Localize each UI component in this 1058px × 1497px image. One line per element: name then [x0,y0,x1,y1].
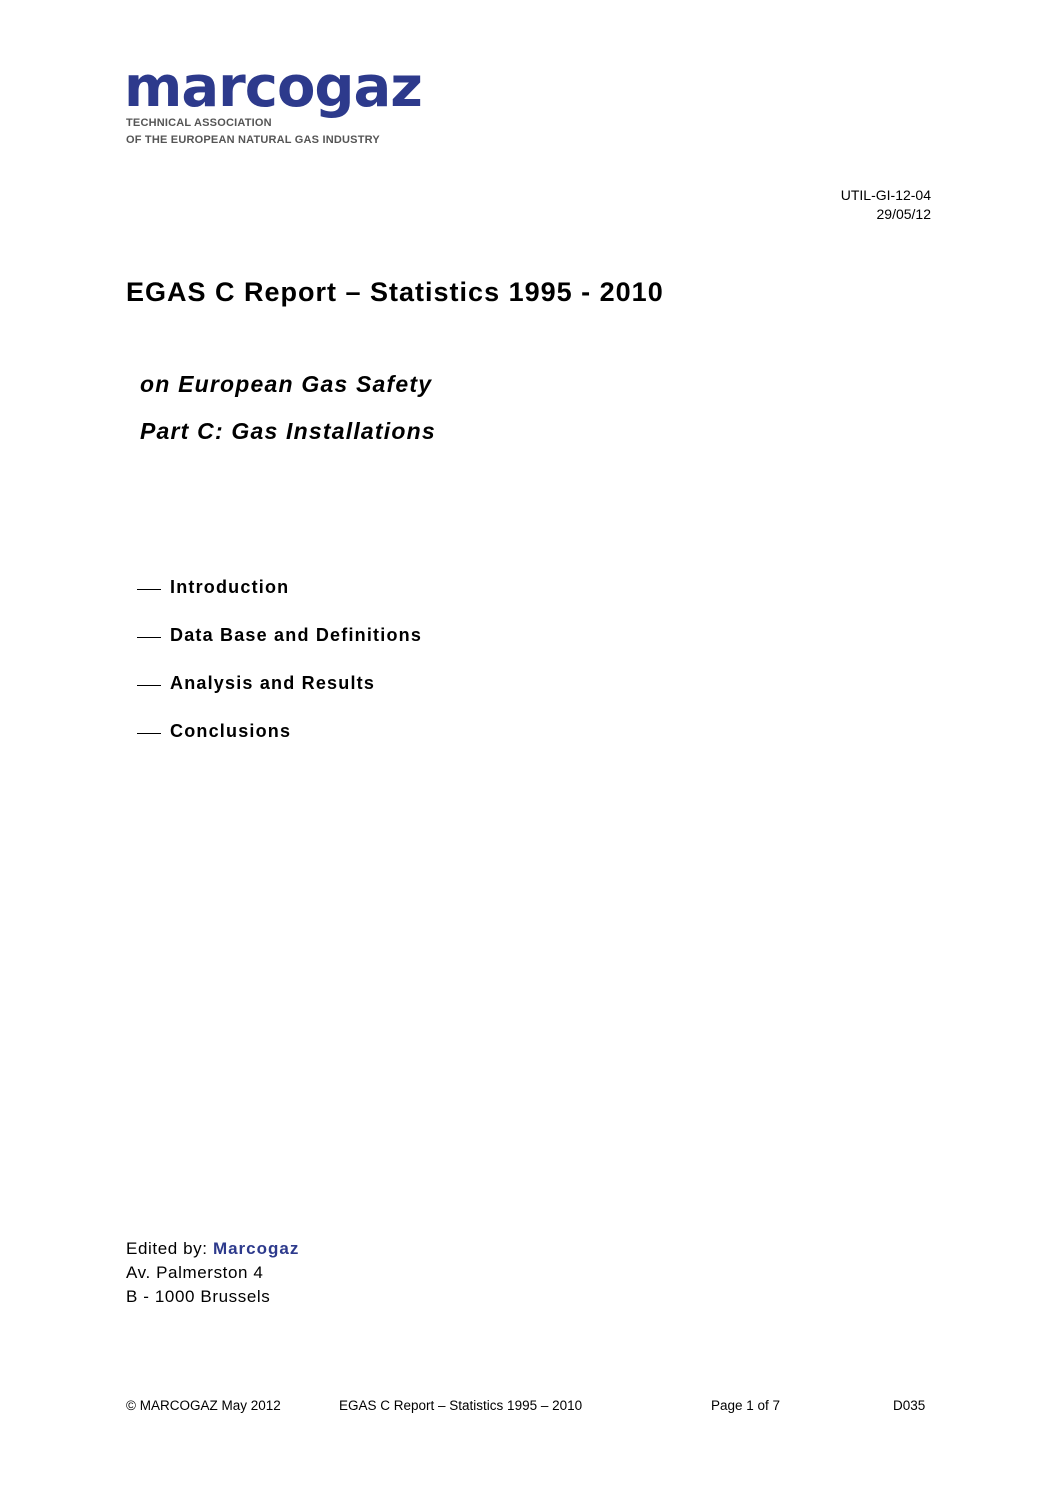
dash-bullet-icon [137,637,161,638]
editor-block [126,1237,299,1309]
toc-item [137,625,422,673]
subtitle-line-2: Part C: Gas Installations [140,418,436,444]
document-code: UTIL-GI-12-04 [840,187,931,203]
footer-page-number: Page 1 of 7 [711,1398,781,1413]
dash-bullet-icon [137,733,161,734]
editor-org: Marcogaz [212,1239,300,1258]
marcogaz-logo: marcogaz [124,55,422,120]
address-line-2: B - 1000 Brussels [126,1287,271,1306]
toc-item [137,673,422,721]
document-reference [841,186,931,224]
table-of-contents [137,577,422,769]
toc-item-label: Analysis and Results [170,673,376,693]
subtitle-line-1: on European Gas Safety [140,371,433,397]
toc-item [137,721,422,769]
editor-line [126,1237,299,1261]
footer-report-title: EGAS C Report – Statistics 1995 – 2010 [339,1398,583,1413]
toc-item-label: Conclusions [170,721,292,741]
toc-item [137,577,422,625]
dash-bullet-icon [137,589,161,590]
toc-item-label: Introduction [170,577,290,597]
footer-code: D035 [893,1398,926,1413]
logo-tagline-2: OF THE EUROPEAN NATURAL GAS INDUSTRY [126,134,380,146]
address-line-1: Av. Palmerston 4 [126,1263,264,1282]
toc-item-label: Data Base and Definitions [170,625,423,645]
page-title: EGAS C Report – Statistics 1995 - 2010 [126,277,664,307]
dash-bullet-icon [137,685,161,686]
editor-label: Edited by: [126,1239,208,1258]
document-date: 29/05/12 [876,206,931,222]
footer-copyright: © MARCOGAZ May 2012 [126,1398,281,1413]
logo-tagline-1: TECHNICAL ASSOCIATION [126,117,272,129]
